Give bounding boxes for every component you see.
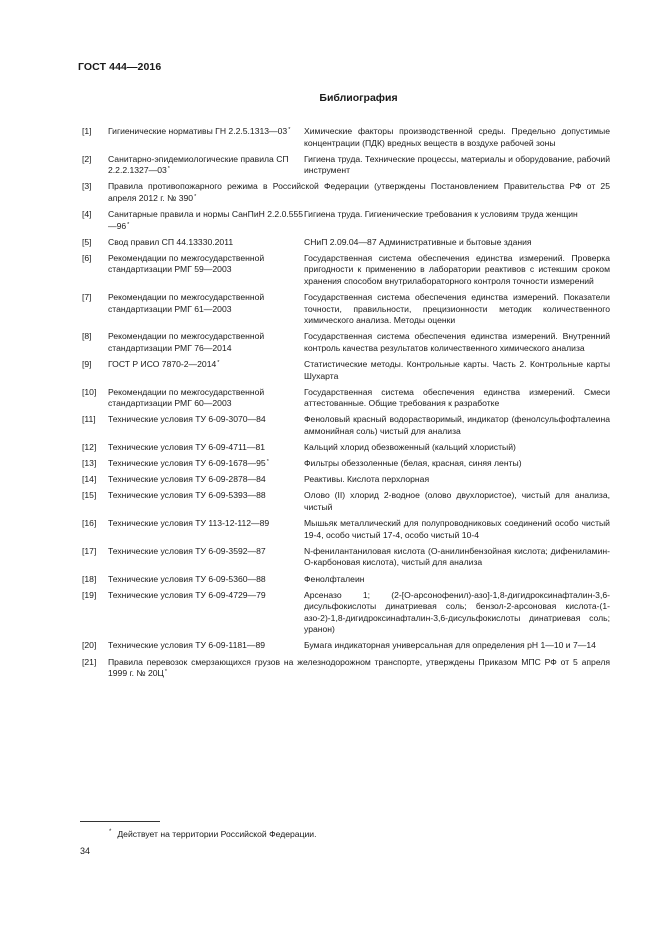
bibliography-entry — [82, 209, 610, 232]
entry-number: [19] — [82, 589, 97, 600]
entry-description: Государственная система обеспечения единства измерений. Показатели точности, правильности, прецизионности методик количественного химического анализа. Методы оценки — [304, 292, 610, 326]
bibliography-entry — [82, 237, 610, 249]
bibliography-entry — [82, 181, 610, 204]
footnote-reference-mark: * — [288, 127, 291, 133]
entry-number: [10] — [82, 386, 97, 397]
entry-description: Фенолфталеин — [304, 573, 365, 584]
entry-source — [108, 126, 304, 149]
bibliography-entry — [82, 253, 610, 288]
entry-source-text: Санитарные правила и нормы СанПиН 2.2.0.555—96 — [108, 209, 304, 231]
entry-source — [108, 474, 304, 486]
entry-source — [108, 590, 304, 636]
entry-source-text: Технические условия ТУ 6-09-4729—79 — [108, 589, 266, 600]
entry-full-text — [108, 657, 610, 680]
entry-description: Гигиена труда. Гигиенические требования к условиям труда женщин — [304, 209, 578, 220]
entry-number: [11] — [82, 414, 96, 425]
entry-number: [1] — [82, 126, 92, 136]
entry-description: Бумага индикаторная универсальная для определения рН 1—10 и 7—14 — [304, 640, 596, 651]
entry-number: [17] — [82, 545, 97, 556]
entry-source — [108, 331, 304, 354]
entry-source — [108, 640, 304, 652]
footnote-reference-mark: * — [194, 193, 197, 200]
entry-description: СНиП 2.09.04—87 Административные и бытовые здания — [304, 236, 532, 247]
entry-full-text — [108, 181, 610, 204]
bibliography-entry — [82, 657, 610, 680]
entry-source-text: ГОСТ Р ИСО 7870-2—2014 — [108, 359, 217, 370]
entry-source — [108, 490, 304, 513]
footnote-mark: * — [109, 829, 112, 835]
entry-number: [13] — [82, 458, 97, 469]
entry-description: Олово (II) хлорид 2-водное (олово двухлористое), чистый для анализа, чистый — [304, 490, 610, 513]
footnote-reference-mark: * — [127, 221, 130, 228]
entry-number: [6] — [82, 252, 92, 263]
entry-description: Химические факторы производственной среды. Предельно допустимые концентрации (ПДК) вредных веществ в воздухе рабочей зоны — [304, 126, 610, 148]
footnote-divider — [80, 821, 160, 822]
entry-source-text: Рекомендации по межгосударственной стандартизации РМГ 76—2014 — [108, 331, 265, 353]
bibliography-list — [82, 126, 610, 684]
entry-source — [108, 518, 304, 541]
entry-number: [5] — [82, 236, 92, 247]
entry-description: Мышьяк металлический для полупроводниковых соединений особо чистый 19-4, особо чистый 17-4, особо чистый 10-4 — [304, 518, 610, 540]
entry-source-text: Технические условия ТУ 6-09-3070—84 — [108, 414, 266, 425]
entry-description: Феноловый красный водорастворимый, индикатор (фенолсульфофталеина аммонийная соль) чистый для анализа — [304, 414, 610, 437]
entry-number: [18] — [82, 573, 97, 584]
entry-source-text: Санитарно-эпидемиологические правила СП 2.2.2.1327—03 — [108, 153, 289, 176]
entry-source-text: Гигиенические нормативы ГН 2.2.5.1313—03 — [108, 126, 288, 136]
entry-description: Кальций хлорид обезвоженный (кальций хлористый) — [304, 442, 516, 453]
bibliography-entry — [82, 414, 610, 437]
bibliography-entry — [82, 546, 610, 569]
bibliography-entry — [82, 518, 610, 541]
bibliography-entry — [82, 126, 610, 149]
entry-source-text: Технические условия ТУ 6-09-1181—89 — [108, 640, 266, 651]
entry-source-text: Рекомендации по межгосударственной стандартизации РМГ 60—2003 — [108, 386, 265, 409]
footnote-reference-mark: * — [266, 459, 269, 466]
entry-text: Правила перевозок смерзающихся грузов на железнодорожном транспорте, утверждены Приказом МПС РФ от 5 апреля 1999 г. № 20Ц — [108, 656, 610, 679]
entry-description: Государственная система обеспечения единства измерений. Смеси аттестованные. Общие требования к разработке — [304, 386, 610, 409]
bibliography-entry — [82, 442, 610, 454]
entry-source — [108, 442, 304, 454]
entry-source — [108, 359, 304, 382]
entry-source — [108, 209, 304, 232]
entry-text: Правила противопожарного режима в Российской Федерации (утверждены Постановлением Правительства РФ от 25 апреля 2012 г. № 390 — [108, 181, 610, 203]
entry-source — [108, 237, 304, 249]
entry-number: [3] — [82, 181, 92, 192]
entry-source-text: Технические условия ТУ 6-09-5360—88 — [108, 573, 266, 584]
footnote-reference-mark: * — [164, 669, 168, 676]
bibliography-entry — [82, 331, 610, 354]
entry-number: [8] — [82, 331, 92, 342]
entry-source-text: Рекомендации по межгосударственной стандартизации РМГ 61—2003 — [108, 292, 265, 314]
entry-source-text: Технические условия ТУ 6-09-1678—95 — [108, 458, 266, 469]
entry-source-text: Рекомендации по межгосударственной стандартизации РМГ 59—2003 — [108, 252, 265, 275]
bibliography-entry — [82, 458, 610, 470]
entry-number: [2] — [82, 153, 92, 164]
entry-source — [108, 154, 304, 177]
entry-description: Гигиена труда. Технические процессы, материалы и оборудование, рабочий инструмент — [304, 153, 610, 176]
entry-number: [4] — [82, 209, 92, 220]
entry-source — [108, 546, 304, 569]
entry-number: [9] — [82, 359, 92, 370]
bibliography-entry — [82, 154, 610, 177]
bibliography-entry — [82, 359, 610, 382]
entry-source-text: Технические условия ТУ 113-12-112—89 — [108, 518, 270, 529]
entry-number: [12] — [82, 442, 97, 453]
entry-number: [21] — [82, 656, 97, 667]
entry-number: [7] — [82, 292, 92, 303]
page-title: Библиография — [319, 92, 398, 104]
entry-number: [14] — [82, 474, 97, 485]
page-number: 34 — [80, 846, 91, 856]
entry-description: Статистические методы. Контрольные карты. Часть 2. Контрольные карты Шухарта — [304, 359, 610, 381]
entry-source — [108, 574, 304, 586]
entry-number: [20] — [82, 640, 97, 651]
entry-description: Государственная система обеспечения единства измерений. Проверка пригодности к применению в лаборатории реактивов с истекшим сроком хранения способом внутрилабораторного контроля точности измерений — [304, 252, 610, 287]
entry-source — [108, 458, 304, 470]
footnote-reference-mark: * — [167, 166, 170, 173]
entry-number: [15] — [82, 490, 97, 501]
bibliography-entry — [82, 474, 610, 486]
bibliography-entry — [82, 574, 610, 586]
footnote — [109, 829, 317, 839]
bibliography-entry — [82, 387, 610, 410]
entry-source-text: Технические условия ТУ 6-09-5393—88 — [108, 490, 266, 501]
entry-source — [108, 414, 304, 437]
entry-source — [108, 292, 304, 327]
entry-description: Фильтры обеззоленные (белая, красная, синяя ленты) — [304, 458, 522, 469]
bibliography-entry — [82, 590, 610, 636]
bibliography-entry — [82, 640, 610, 652]
document-header: ГОСТ 444—2016 — [78, 61, 162, 73]
entry-description: N-фенилантаниловая кислота (О-анилинбензойная кислота; дифениламин-О-карбоновая кислота), чистый для анализа — [304, 545, 610, 568]
entry-description: Арсеназо 1; (2-[О-арсонофенил)-азо]-1,8-дигидроксинафталин-3,6-дисульфокислоты динатриевая соль; бензол-2-арсоновая кислота-(1-азо-2)-1,8-дигидроксинафталин-3,6-дисульфокислоты динатриевая соль; уранон) — [304, 589, 610, 635]
entry-source-text: Технические условия ТУ 6-09-3592—87 — [108, 545, 266, 556]
entry-source-text: Технические условия ТУ 6-09-2878—84 — [108, 474, 266, 485]
entry-description: Государственная система обеспечения единства измерений. Внутренний контроль качества результатов количественного химического анализа — [304, 331, 610, 353]
bibliography-entry — [82, 490, 610, 513]
bibliography-entry — [82, 292, 610, 327]
entry-source-text: Технические условия ТУ 6-09-4711—81 — [108, 442, 266, 453]
entry-description: Реактивы. Кислота перхлорная — [304, 474, 430, 485]
entry-number: [16] — [82, 518, 97, 529]
entry-source — [108, 253, 304, 288]
footnote-reference-mark: * — [217, 360, 220, 367]
entry-source-text: Свод правил СП 44.13330.2011 — [108, 236, 234, 247]
entry-source — [108, 387, 304, 410]
footnote-text: Действует на территории Российской Федерации. — [117, 829, 317, 839]
